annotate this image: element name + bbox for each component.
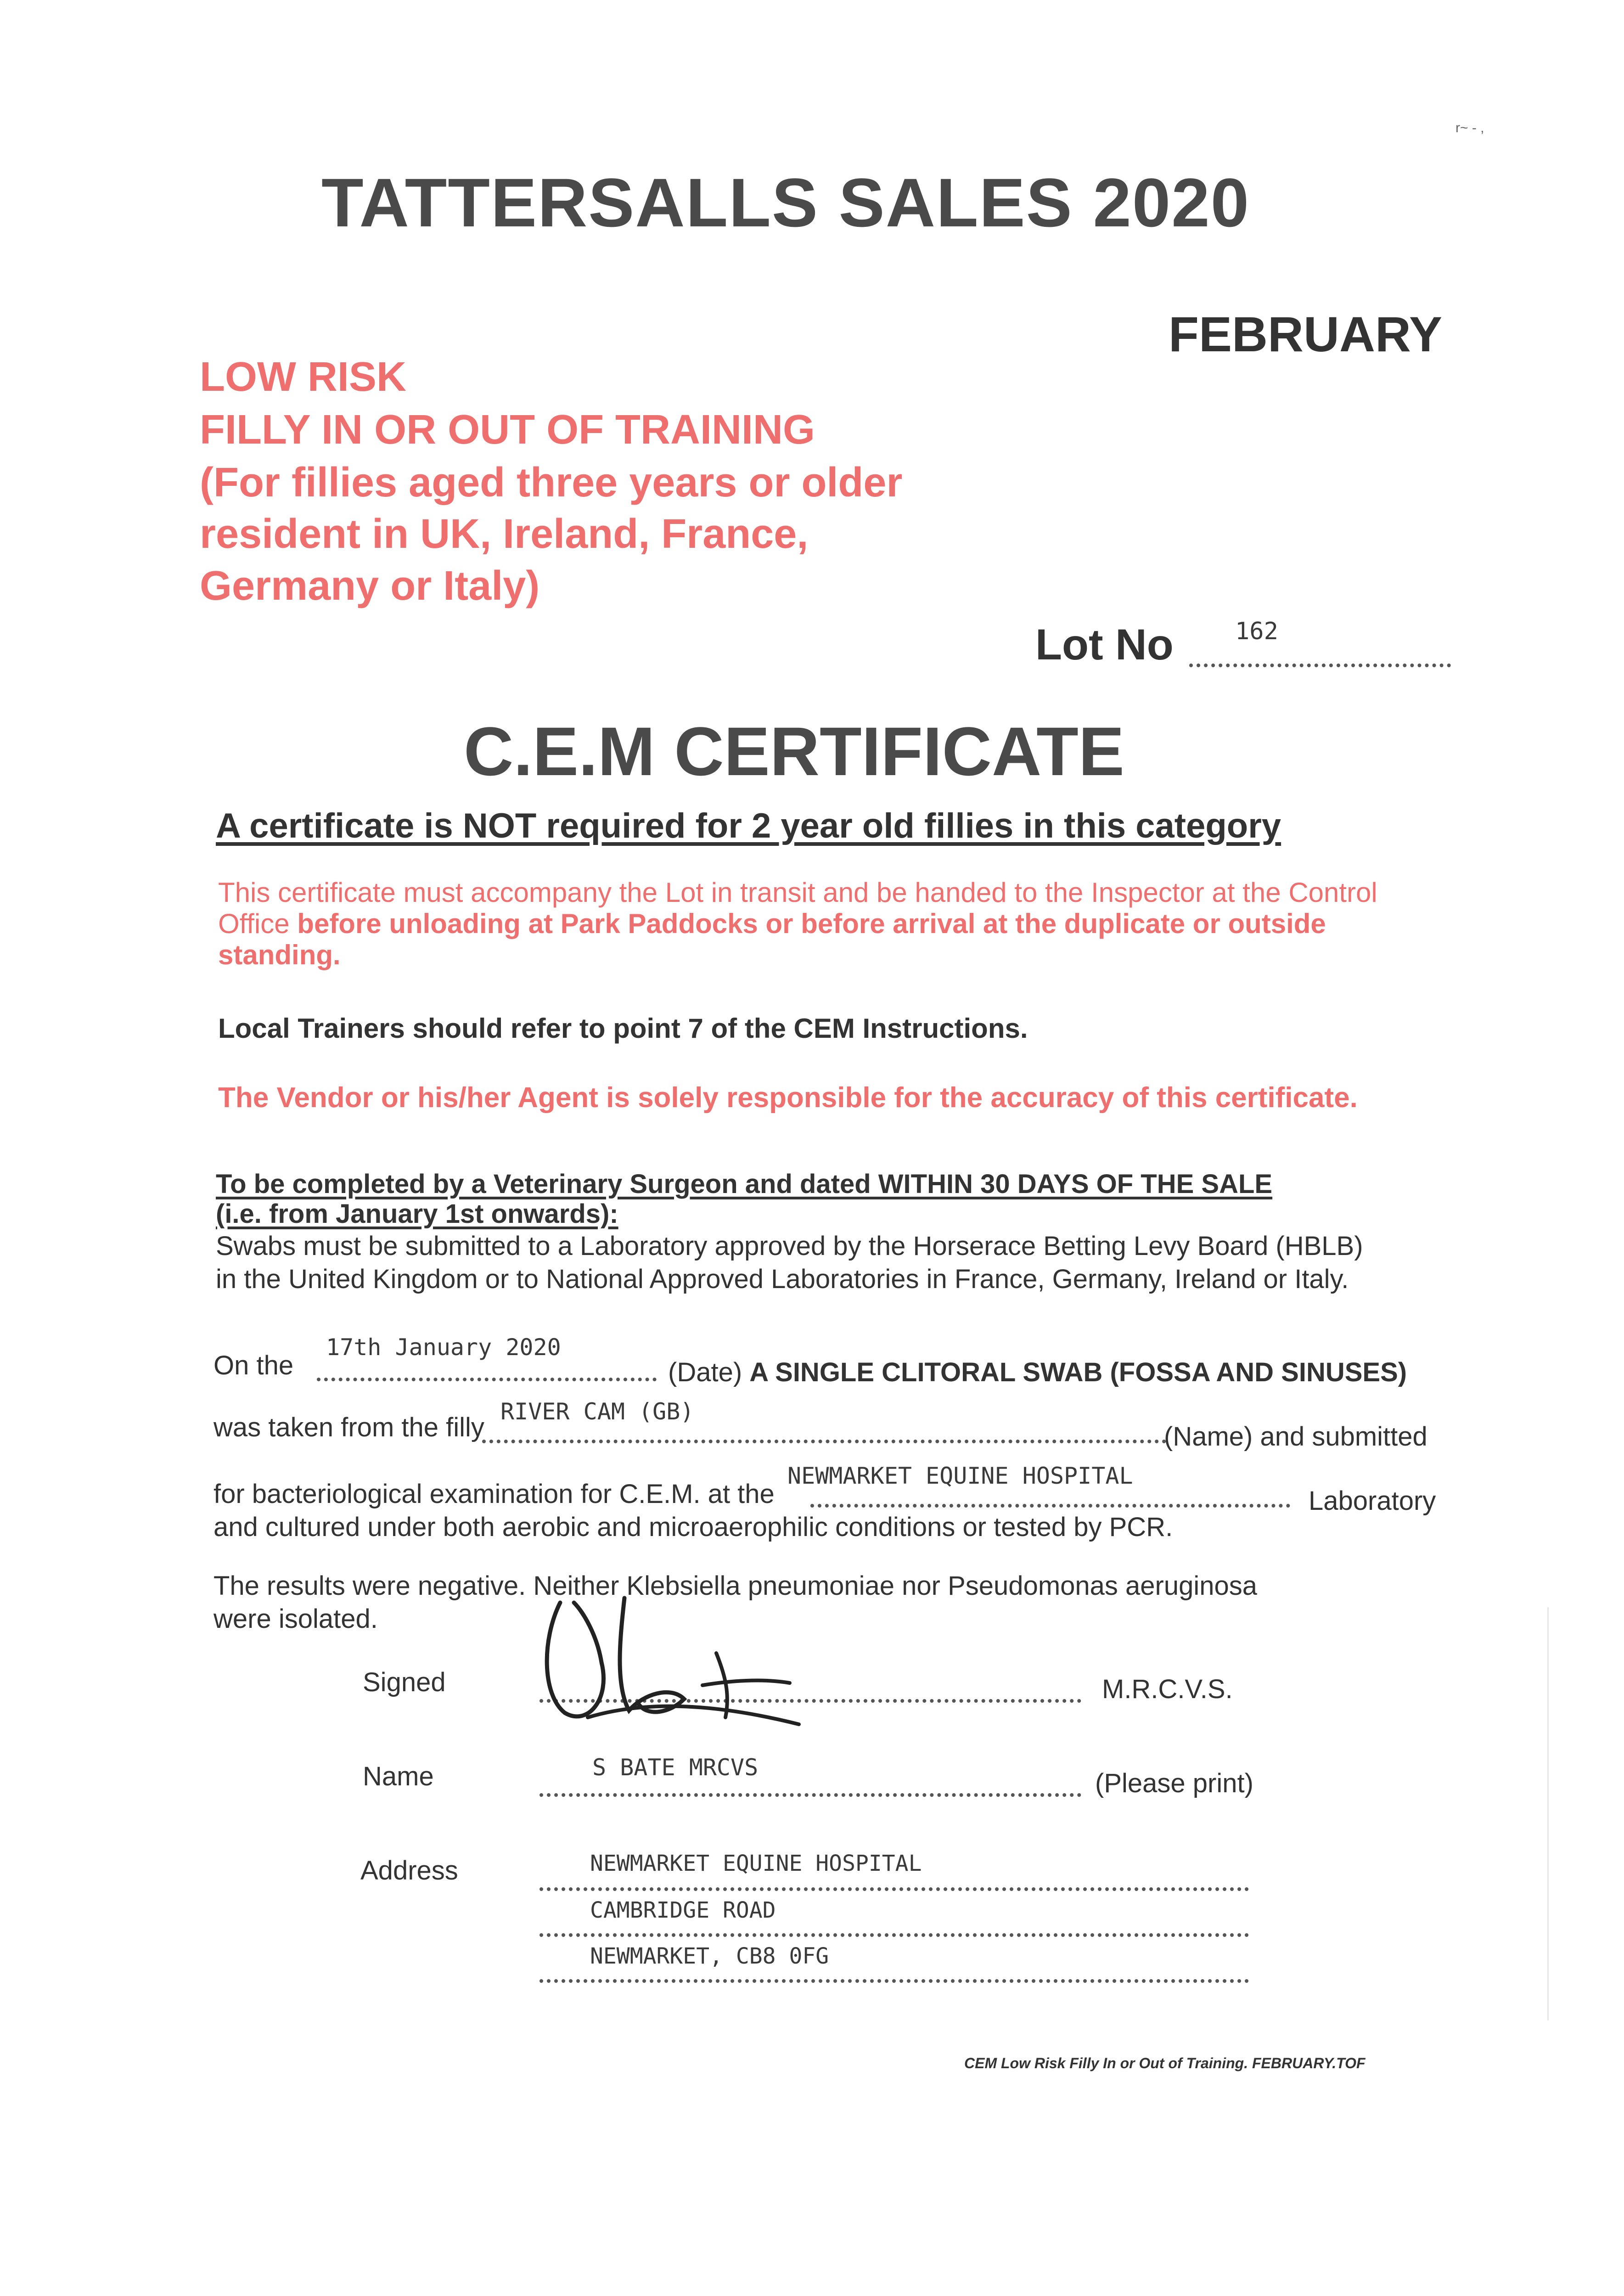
accompany-notice [218,877,1435,971]
category-line-2: FILLY IN OR OUT OF TRAINING [200,407,815,453]
not-required-notice: A certificate is NOT required for 2 year old fillies in this category [216,806,1281,845]
category-line-5: Germany or Italy) [200,563,540,609]
lot-number-value: 162 [1235,618,1278,645]
certificate-title: C.E.M CERTIFICATE [464,713,1124,790]
filly-suffix: (Name) and submitted [1164,1422,1427,1452]
category-line-3: (For fillies aged three years or older [200,460,903,506]
laboratory-field-line [810,1504,1290,1508]
please-print-note: (Please print) [1095,1768,1253,1798]
address-line-3: NEWMARKET, CB8 0FG [590,1943,829,1969]
scan-edge-line [1547,1607,1549,2020]
local-trainers-note: Local Trainers should refer to point 7 of the CEM Instructions. [218,1013,1028,1044]
signed-label: Signed [363,1667,446,1697]
swab-description: A SINGLE CLITORAL SWAB (FOSSA AND SINUSES) [749,1357,1407,1387]
address-line-1: NEWMARKET EQUINE HOSPITAL [590,1851,922,1876]
date-label: On the [214,1351,294,1380]
results-statement-2: were isolated. [214,1604,378,1634]
sale-month: FEBRUARY [1169,306,1443,362]
name-field-line [539,1793,1081,1797]
swabs-instruction-1: Swabs must be submitted to a Laboratory approved by the Horserace Betting Levy Board (HBLB) [216,1231,1363,1261]
laboratory-value: NEWMARKET EQUINE HOSPITAL [787,1463,1133,1489]
address-line-2: CAMBRIDGE ROAD [590,1897,776,1923]
laboratory-suffix: Laboratory [1309,1486,1436,1516]
category-line-1: LOW RISK [200,354,406,400]
address-line-1-rule [539,1887,1249,1891]
vendor-responsibility-note: The Vendor or his/her Agent is solely responsible for the accuracy of this certificate. [218,1082,1358,1114]
address-label: Address [360,1856,458,1885]
filly-name-value: RIVER CAM (GB) [500,1398,694,1425]
category-line-4: resident in UK, Ireland, France, [200,511,809,557]
cultured-statement: and cultured under both aerobic and microaerophilic conditions or tested by PCR. [214,1512,1173,1542]
lot-label: Lot No [1035,620,1174,669]
footer-reference: CEM Low Risk Filly In or Out of Training. FEBRUARY.TOF [964,2055,1366,2071]
filly-label: was taken from the filly [214,1412,484,1442]
address-line-2-rule [539,1933,1249,1937]
accompany-bold-text: before unloading at Park Paddocks or before arrival at the duplicate or outside standing. [218,908,1326,970]
mrcvs-suffix: M.R.C.V.S. [1102,1674,1233,1704]
laboratory-label: for bacteriological examination for C.E.M. at the [214,1479,775,1509]
date-suffix [668,1357,1407,1388]
date-field-line [317,1378,657,1381]
corner-marks: r~ - , [1455,120,1484,135]
name-value: S BATE MRCVS [592,1754,759,1781]
accompany-plain-text: This certificate must accompany the Lot in transit and be handed to the Inspector at the Control Office [218,877,1377,939]
swabs-instruction-2: in the United Kingdom or to National Approved Laboratories in France, Germany, Ireland or Italy. [216,1264,1349,1294]
name-label: Name [363,1761,434,1791]
date-field-value: 17th January 2020 [326,1334,561,1361]
filly-field-line [482,1440,1166,1443]
signature-image [533,1584,817,1736]
instructions-heading-2: (i.e. from January 1st onwards): [216,1199,618,1229]
lot-number-line [1189,664,1451,667]
address-line-3-rule [539,1979,1249,1983]
page-title: TATTERSALLS SALES 2020 [321,164,1250,241]
results-statement-1: The results were negative. Neither Klebsiella pneumoniae nor Pseudomonas aeruginosa [214,1571,1258,1601]
date-suffix-label: (Date) [668,1357,742,1387]
instructions-heading-1: To be completed by a Veterinary Surgeon and dated WITHIN 30 DAYS OF THE SALE [216,1169,1273,1199]
